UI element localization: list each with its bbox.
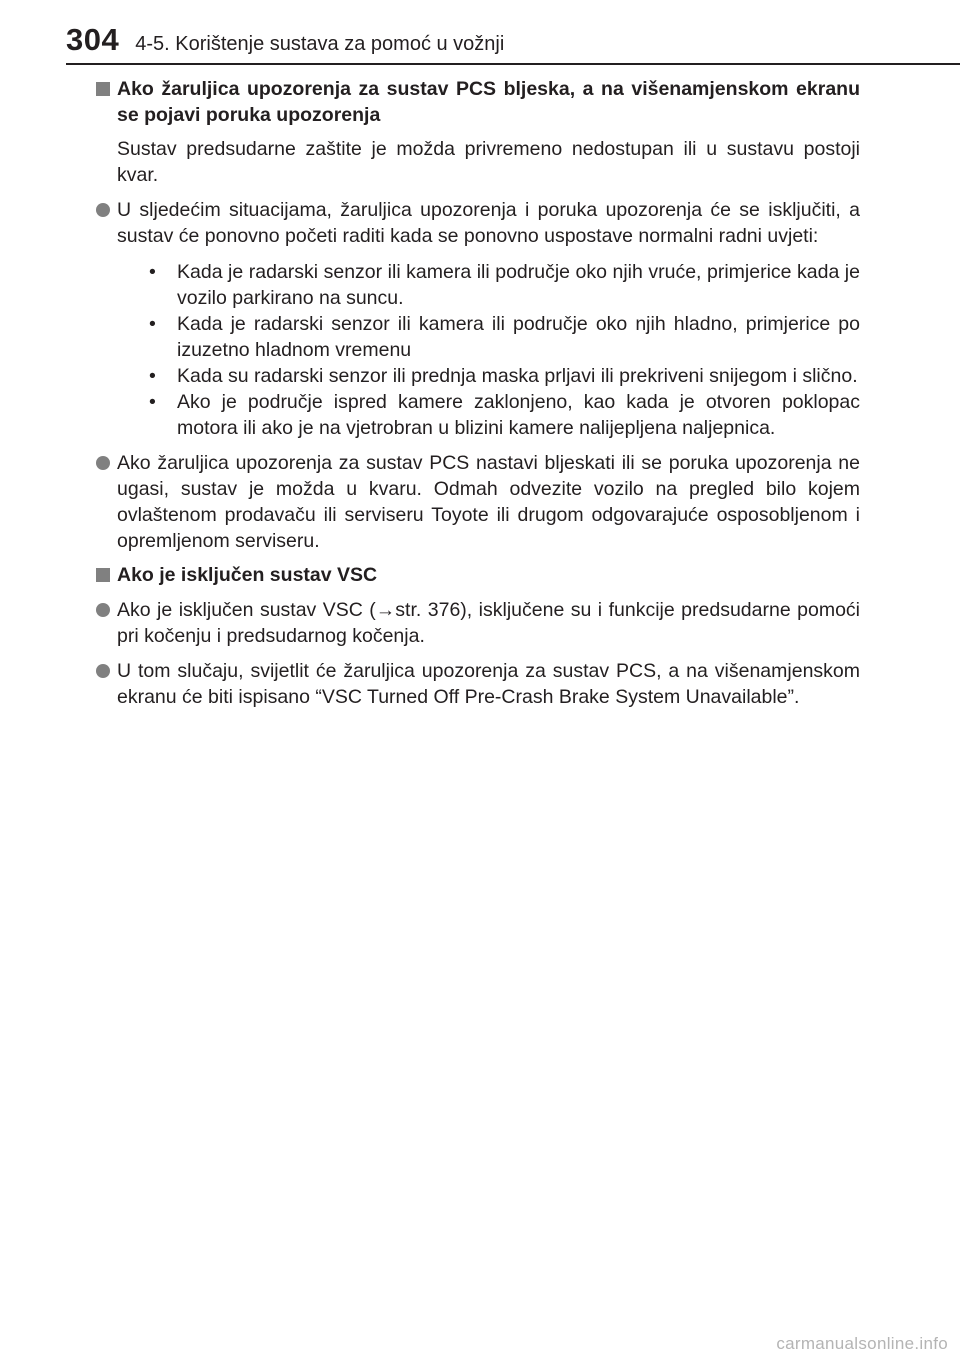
section-heading-pcs-warning (96, 76, 860, 128)
list-item-text: Ako žaruljica upozorenja za sustav PCS nastavi bljeskati ili se poruka upozorenja ne ugasi, sustav je možda u kvaru. Odmah odvezite vozilo na pregled bilo kojem ovlaštenom prodavaču ili serviseru Toyote ili drugom odgovarajuće osposobljenom i opremljenom serviseru. (117, 452, 860, 552)
bullet-dot-icon: • (149, 261, 156, 283)
bullet-dot-icon: • (149, 365, 156, 387)
bullet-item (149, 311, 860, 363)
bullet-text: Kada je radarski senzor ili kamera ili područje oko njih hladno, primjerice po izuzetno hladnom vremenu (177, 313, 860, 361)
gray-square-icon (96, 82, 110, 96)
gray-circle-icon (96, 664, 110, 678)
page-number: 304 (66, 22, 120, 57)
list-item (96, 197, 860, 441)
watermark-text: carmanualsonline.info (776, 1334, 948, 1353)
page-content (96, 76, 860, 710)
list-item (96, 658, 860, 710)
bullet-dot-icon: • (149, 391, 156, 413)
header-divider (66, 63, 960, 65)
bullet-text: Ako je područje ispred kamere zaklonjeno, kao kada je otvoren poklopac motora ili ako je na vjetrobran u blizini kamere nalijepljena naljepnica. (177, 391, 860, 439)
page-header (66, 22, 504, 62)
list-item-text: Ako je isključen sustav VSC (→str. 376), isključene su i funkcije predsudarne pomoći pri kočenju i predsudarnog kočenja. (117, 599, 860, 647)
list-item (96, 597, 860, 649)
gray-circle-icon (96, 603, 110, 617)
bullet-list (117, 259, 860, 441)
gray-square-icon (96, 568, 110, 582)
section-heading-vsc-off (96, 562, 860, 588)
bullet-item (149, 259, 860, 311)
section-heading-text: Ako žaruljica upozorenja za sustav PCS bljeska, a na višenamjenskom ekranu se pojavi poruka upozorenja (117, 78, 860, 126)
list-item-text: U tom slučaju, svijetlit će žaruljica upozorenja za sustav PCS, a na višenamjenskom ekranu će biti ispisano “VSC Turned Off Pre-Crash Brake System Unavailable”. (117, 660, 860, 708)
bullet-item (149, 363, 860, 389)
section-intro: Sustav predsudarne zaštite je možda privremeno nedostupan ili u sustavu postoji kvar. (117, 138, 860, 186)
list-item (96, 450, 860, 554)
section-heading-text: Ako je isključen sustav VSC (117, 564, 378, 586)
gray-circle-icon (96, 456, 110, 470)
chapter-title: 4-5. Korištenje sustava za pomoć u vožnji (135, 33, 505, 55)
bullet-item (149, 389, 860, 441)
bullet-text: Kada su radarski senzor ili prednja maska prljavi ili prekriveni snijegom i slično. (177, 365, 858, 387)
bullet-dot-icon: • (149, 313, 156, 335)
gray-circle-icon (96, 203, 110, 217)
list-item-text: U sljedećim situacijama, žaruljica upozorenja i poruka upozorenja će se isključiti, a sustav će ponovno početi raditi kada se ponovno uspostave normalni radni uvjeti: (117, 199, 860, 247)
bullet-text: Kada je radarski senzor ili kamera ili područje oko njih vruće, primjerice kada je vozilo parkirano na suncu. (177, 261, 860, 309)
